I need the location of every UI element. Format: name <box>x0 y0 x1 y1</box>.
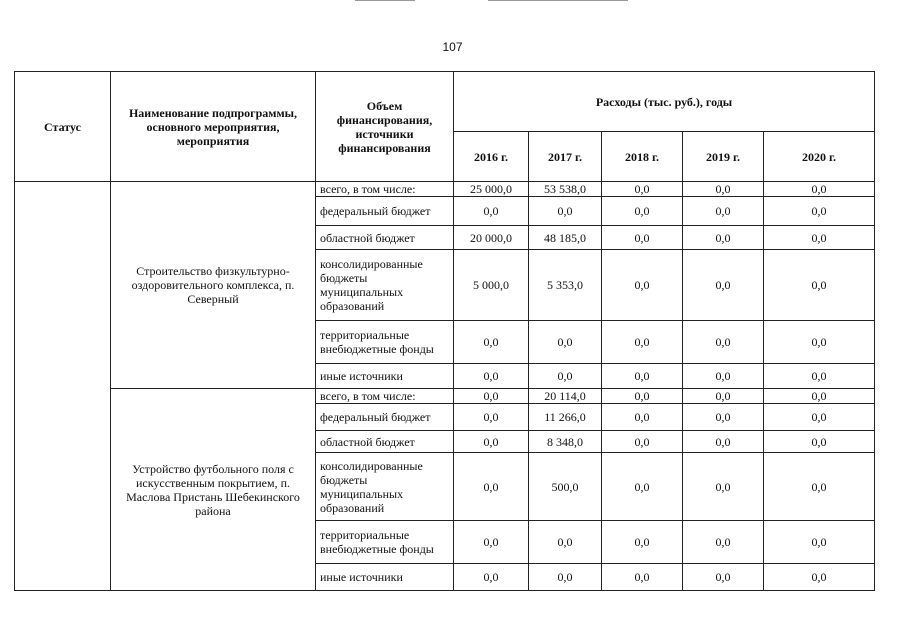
header-year: 2017 г. <box>529 132 602 182</box>
value-cell: 0,0 <box>602 453 683 521</box>
value-cell: 0,0 <box>602 431 683 453</box>
value-cell: 0,0 <box>454 197 529 226</box>
value-cell: 0,0 <box>602 389 683 404</box>
value-cell: 0,0 <box>683 453 764 521</box>
source-label: всего, в том числе: <box>316 389 454 404</box>
table-row <box>15 182 875 197</box>
value-cell: 0,0 <box>764 564 875 591</box>
source-label: областной бюджет <box>316 431 454 453</box>
value-cell: 0,0 <box>683 404 764 431</box>
value-cell: 53 538,0 <box>529 182 602 197</box>
value-cell: 0,0 <box>683 182 764 197</box>
value-cell: 0,0 <box>683 364 764 389</box>
value-cell: 0,0 <box>764 182 875 197</box>
value-cell: 0,0 <box>454 521 529 564</box>
value-cell: 0,0 <box>602 226 683 250</box>
value-cell: 0,0 <box>602 564 683 591</box>
source-label: консолидированные бюджеты муниципальных образований <box>316 453 454 521</box>
source-label: федеральный бюджет <box>316 404 454 431</box>
header-year: 2018 г. <box>602 132 683 182</box>
value-cell: 0,0 <box>529 564 602 591</box>
value-cell: 0,0 <box>683 521 764 564</box>
value-cell: 0,0 <box>454 404 529 431</box>
header-year: 2020 г. <box>764 132 875 182</box>
value-cell: 0,0 <box>454 389 529 404</box>
source-label: областной бюджет <box>316 226 454 250</box>
value-cell: 0,0 <box>683 321 764 364</box>
value-cell: 0,0 <box>602 364 683 389</box>
value-cell: 0,0 <box>764 321 875 364</box>
value-cell: 500,0 <box>529 453 602 521</box>
value-cell: 0,0 <box>602 404 683 431</box>
status-cell <box>15 182 111 591</box>
value-cell: 0,0 <box>454 564 529 591</box>
header-year: 2016 г. <box>454 132 529 182</box>
header-volume: Объем финансирования, источники финансирования <box>316 72 454 182</box>
value-cell: 0,0 <box>454 321 529 364</box>
page-number: 107 <box>442 40 463 54</box>
value-cell: 20 114,0 <box>529 389 602 404</box>
value-cell: 20 000,0 <box>454 226 529 250</box>
value-cell: 0,0 <box>602 321 683 364</box>
value-cell: 0,0 <box>529 364 602 389</box>
scan-top-marks <box>0 0 905 4</box>
value-cell: 8 348,0 <box>529 431 602 453</box>
value-cell: 0,0 <box>764 431 875 453</box>
value-cell: 5 000,0 <box>454 250 529 321</box>
value-cell: 0,0 <box>454 364 529 389</box>
value-cell: 5 353,0 <box>529 250 602 321</box>
value-cell: 0,0 <box>683 197 764 226</box>
header-row <box>15 72 875 132</box>
source-label: всего, в том числе: <box>316 182 454 197</box>
value-cell: 48 185,0 <box>529 226 602 250</box>
header-name: Наименование подпрограммы, основного мероприятия, мероприятия <box>111 72 316 182</box>
value-cell: 0,0 <box>454 453 529 521</box>
source-label: федеральный бюджет <box>316 197 454 226</box>
value-cell: 0,0 <box>683 226 764 250</box>
value-cell: 0,0 <box>764 404 875 431</box>
source-label: территориальные внебюджетные фонды <box>316 321 454 364</box>
value-cell: 0,0 <box>764 521 875 564</box>
source-label: территориальные внебюджетные фонды <box>316 521 454 564</box>
table-row <box>15 389 875 404</box>
source-label: иные источники <box>316 564 454 591</box>
value-cell: 0,0 <box>764 197 875 226</box>
value-cell: 0,0 <box>764 389 875 404</box>
value-cell: 0,0 <box>602 197 683 226</box>
value-cell: 0,0 <box>529 197 602 226</box>
value-cell: 0,0 <box>764 226 875 250</box>
header-expenses: Расходы (тыс. руб.), годы <box>454 72 875 132</box>
budget-table <box>14 71 875 591</box>
measure-name: Строительство физкультурно-оздоровительного комплекса, п. Северный <box>111 182 316 389</box>
value-cell: 11 266,0 <box>529 404 602 431</box>
value-cell: 0,0 <box>529 521 602 564</box>
value-cell: 0,0 <box>602 250 683 321</box>
measure-name: Устройство футбольного поля с искусственным покрытием, п. Маслова Пристань Шебекинского района <box>111 389 316 591</box>
value-cell: 0,0 <box>683 564 764 591</box>
value-cell: 0,0 <box>529 321 602 364</box>
value-cell: 0,0 <box>764 250 875 321</box>
source-label: консолидированные бюджеты муниципальных образований <box>316 250 454 321</box>
value-cell: 0,0 <box>764 453 875 521</box>
value-cell: 0,0 <box>764 364 875 389</box>
value-cell: 25 000,0 <box>454 182 529 197</box>
value-cell: 0,0 <box>602 182 683 197</box>
value-cell: 0,0 <box>683 389 764 404</box>
value-cell: 0,0 <box>683 250 764 321</box>
source-label: иные источники <box>316 364 454 389</box>
header-year: 2019 г. <box>683 132 764 182</box>
value-cell: 0,0 <box>602 521 683 564</box>
header-status: Статус <box>15 72 111 182</box>
value-cell: 0,0 <box>683 431 764 453</box>
value-cell: 0,0 <box>454 431 529 453</box>
